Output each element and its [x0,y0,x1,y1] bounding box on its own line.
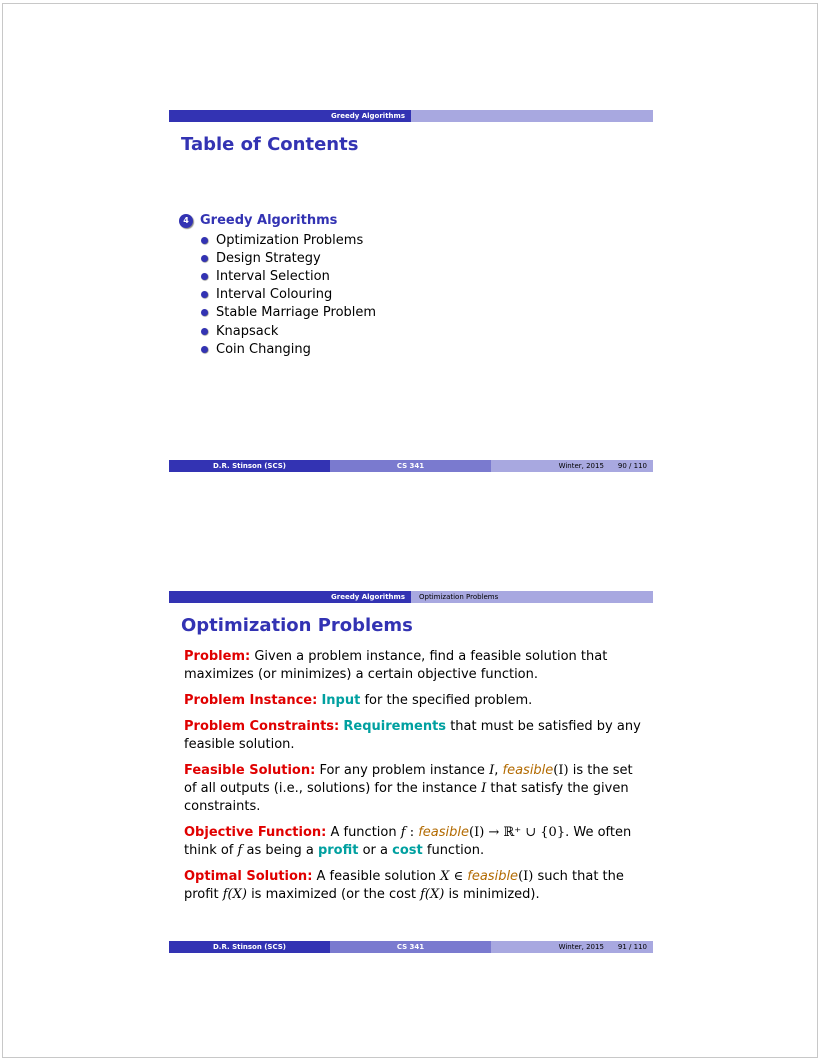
math-x-in: X ∈ [440,869,464,884]
slide-header-bar [169,110,653,122]
feasible-function: feasible [502,763,554,778]
definition-text: that satisfy the given constraints. [184,781,629,814]
toc-section-label: Greedy Algorithms [200,213,338,228]
header-section: Greedy Algorithms [169,591,411,603]
definition-text: is maximized (or the cost [251,887,416,902]
footer-page-number: 91 / 110 [617,943,647,951]
definition-text: . We often think of [184,825,632,858]
definition-text: For any problem instance [319,763,485,778]
definition-term: Problem Instance: [184,693,318,708]
footer-author: D.R. Stinson (SCS) [169,460,330,472]
definition-problem [184,648,649,684]
toc-item[interactable] [201,249,376,267]
definition-text: is minimized). [448,887,540,902]
math-f: f [400,825,406,840]
toc-item[interactable] [201,340,376,358]
slide-title: Optimization Problems [181,615,413,636]
slide-footer-bar [169,460,653,472]
definition-text: for the specified problem. [364,693,533,708]
definition-text: that must be satisfied by any feasible solution. [184,719,641,752]
math-f-of-x: f(X) [420,887,445,902]
definition-term: Objective Function: [184,825,327,840]
toc-item[interactable] [201,304,376,322]
footer-term-page [491,460,653,472]
toc-item-label: Knapsack [216,323,279,339]
bullet-icon [201,328,208,335]
toc-item-label: Interval Selection [216,268,330,284]
footer-term-page [491,941,653,953]
definition-text: as being a [246,843,314,858]
definition-text: such that the profit [184,869,624,902]
slide-footer-bar [169,941,653,953]
toc-item[interactable] [201,267,376,285]
math-mapping: (I) → ℝ⁺ ∪ {0} [469,825,566,840]
math-instance-var: I [489,763,495,778]
definition-problem-instance [184,692,649,710]
math-f-of-x: f(X) [222,887,247,902]
highlight-cost: cost [392,843,423,858]
bullet-icon [201,346,208,353]
feasible-function: feasible [467,869,519,884]
toc-item-label: Optimization Problems [216,232,364,248]
header-subsection [411,110,653,122]
slide-optimization-problems [169,591,653,955]
definition-term: Problem Constraints: [184,719,340,734]
toc-item-label: Interval Colouring [216,287,333,303]
highlight-input: Input [321,693,361,708]
highlight-requirements: Requirements [343,719,447,734]
bullet-icon [201,291,208,298]
math-paren-instance: (I) [518,869,534,884]
definition-text: or a [362,843,388,858]
math-colon: : [405,825,419,840]
section-number-badge: 4 [179,214,193,228]
toc-item[interactable] [201,322,376,340]
toc-item-label: Coin Changing [216,341,311,357]
toc-item[interactable] [201,286,376,304]
toc-section-greedy-algorithms[interactable] [179,213,337,228]
definition-text: A feasible solution [316,869,436,884]
math-f: f [237,843,243,858]
feasible-function: feasible [418,825,470,840]
definition-optimal-solution [184,868,649,904]
definition-term: Problem: [184,649,251,664]
toc-item-label: Design Strategy [216,250,321,266]
bullet-icon [201,273,208,280]
slide-title: Table of Contents [181,134,359,155]
definition-feasible-solution [184,762,649,816]
footer-page-number: 90 / 110 [617,462,647,470]
header-section: Greedy Algorithms [169,110,411,122]
math-paren-instance: (I) [553,763,569,778]
definition-text: A function [330,825,397,840]
definition-text: is the set of all outputs (i.e., solutions) for the instance [184,763,633,796]
toc-item-label: Stable Marriage Problem [216,305,377,321]
bullet-icon [201,237,208,244]
footer-course: CS 341 [330,941,491,953]
footer-author: D.R. Stinson (SCS) [169,941,330,953]
comma: , [494,763,499,778]
toc-item[interactable] [201,231,376,249]
math-instance-var: I [481,781,487,796]
definitions-block [184,648,649,912]
definition-text: Given a problem instance, find a feasible solution that maximizes (or minimizes) a certain objective function. [184,649,608,682]
slide-header-bar [169,591,653,603]
definition-term: Optimal Solution: [184,869,313,884]
toc-subsection-list [201,231,376,358]
header-subsection: Optimization Problems [411,591,653,603]
highlight-profit: profit [317,843,359,858]
slide-table-of-contents [169,110,653,474]
definition-objective-function [184,824,649,860]
bullet-icon [201,255,208,262]
definition-problem-constraints [184,718,649,754]
definition-term: Feasible Solution: [184,763,316,778]
footer-term: Winter, 2015 [558,943,604,951]
bullet-icon [201,309,208,316]
footer-term: Winter, 2015 [558,462,604,470]
footer-course: CS 341 [330,460,491,472]
definition-text: function. [426,843,485,858]
